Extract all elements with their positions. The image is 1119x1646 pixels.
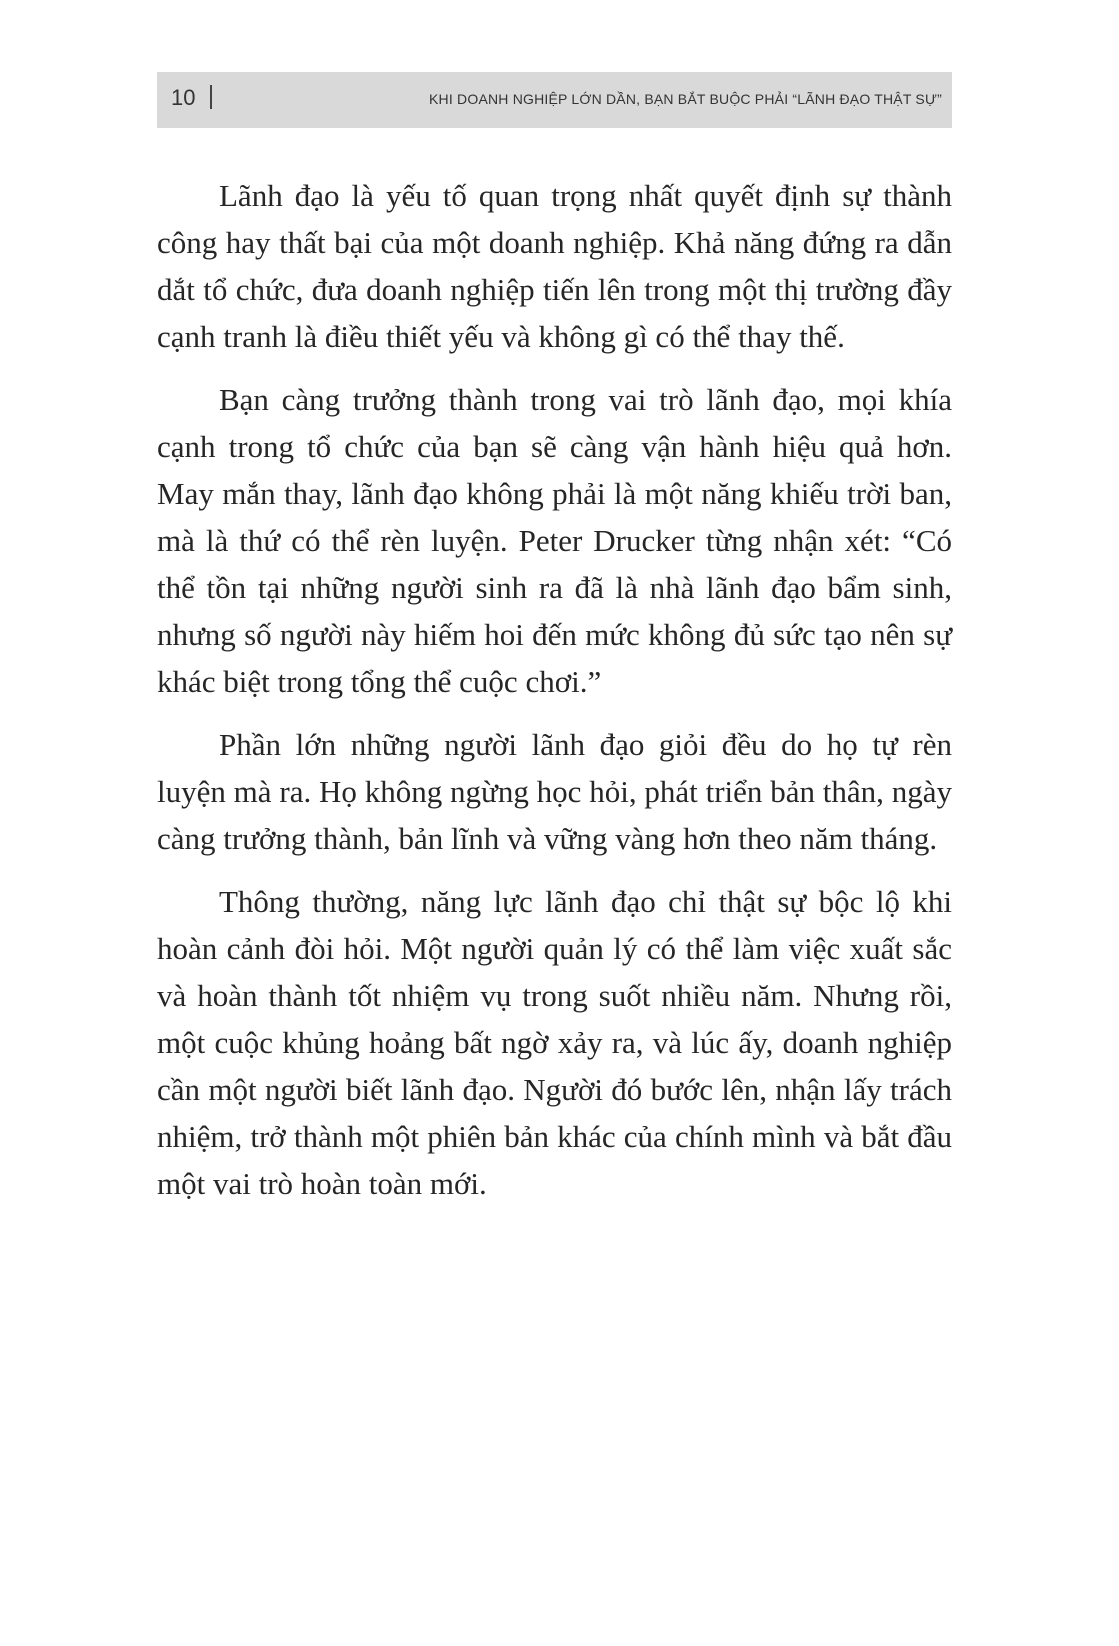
paragraph: Phần lớn những người lãnh đạo giỏi đều do họ tự rèn luyện mà ra. Họ không ngừng học hỏi, phát triển bản thân, ngày càng trưởng thành, bản lĩnh và vững vàng hơn theo năm tháng. xyxy=(157,727,952,856)
body-text xyxy=(157,172,952,1223)
running-header xyxy=(157,72,952,128)
paragraph: Bạn càng trưởng thành trong vai trò lãnh đạo, mọi khía cạnh trong tổ chức của bạn sẽ càng vận hành hiệu quả hơn. May mắn thay, lãnh đạo không phải là một năng khiếu trời ban, mà là thứ có thể rèn luyện. Peter Drucker từng nhận xét: “Có thể tồn tại những người sinh ra đã là nhà lãnh đạo bẩm sinh, nhưng số người này hiếm hoi đến mức không đủ sức tạo nên sự khác biệt trong tổng thể cuộc chơi.” xyxy=(157,382,952,699)
header-divider xyxy=(210,85,212,109)
page-number: 10 xyxy=(171,85,196,110)
paragraph: Lãnh đạo là yếu tố quan trọng nhất quyết định sự thành công hay thất bại của một doanh nghiệp. Khả năng đứng ra dẫn dắt tổ chức, đưa doanh nghiệp tiến lên trong một thị trường đầy cạnh tranh là điều thiết yếu và không gì có thể thay thế. xyxy=(157,178,952,354)
running-title: KHI DOANH NGHIỆP LỚN DẦN, BẠN BẮT BUỘC PHẢI “LÃNH ĐẠO THẬT SỰ” xyxy=(429,91,942,107)
paragraph: Thông thường, năng lực lãnh đạo chỉ thật sự bộc lộ khi hoàn cảnh đòi hỏi. Một người quản lý có thể làm việc xuất sắc và hoàn thành tốt nhiệm vụ trong suốt nhiều năm. Nhưng rồi, một cuộc khủng hoảng bất ngờ xảy ra, và lúc ấy, doanh nghiệp cần một người biết lãnh đạo. Người đó bước lên, nhận lấy trách nhiệm, trở thành một phiên bản khác của chính mình và bắt đầu một vai trò hoàn toàn mới. xyxy=(157,884,952,1201)
